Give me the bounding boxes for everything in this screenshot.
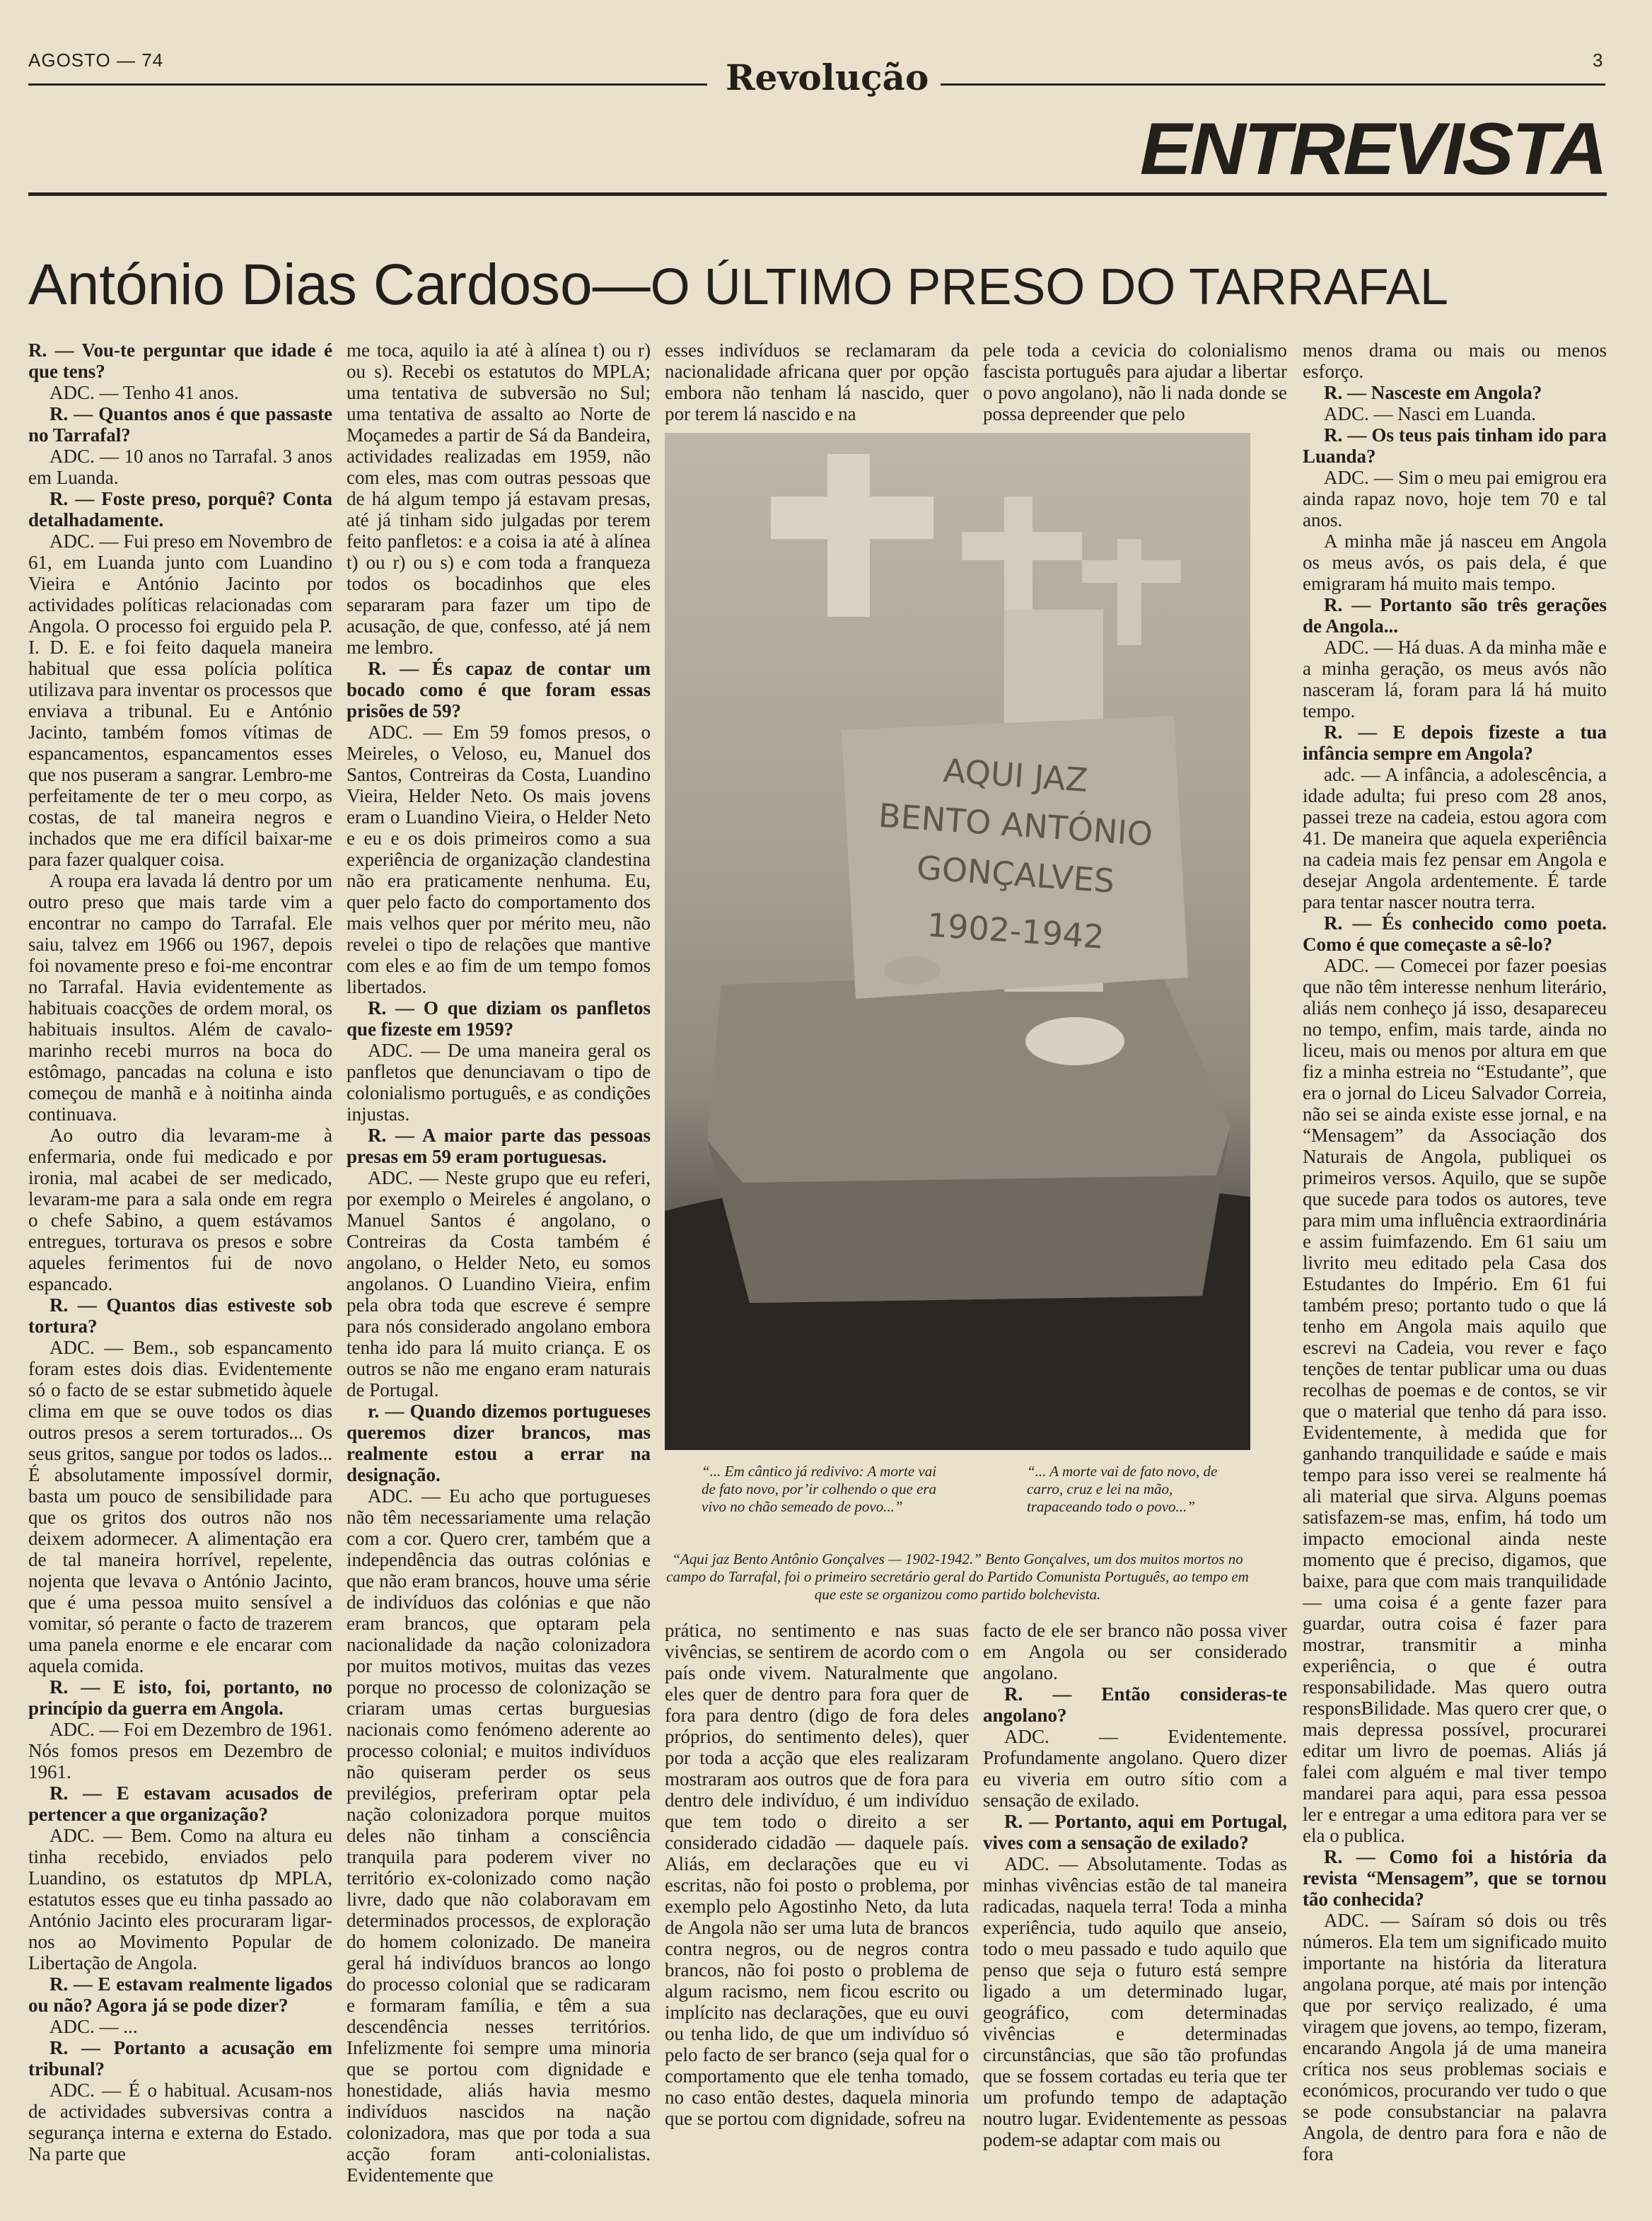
headline-dash: — [592, 253, 651, 317]
headline-subtitle: O ÚLTIMO PRESO DO TARRAFAL [650, 259, 1448, 315]
answer: ADC. — É o habitual. Acusam-nos de actividades subversivas contra a segurança interna e externa do Estado. Na parte que [28, 2080, 332, 2164]
question: R. — Foste preso, porquê? Conta detalhadamente. [28, 488, 332, 530]
paragraph: esses indivíduos se reclamaram da nacionalidade africana quer por opção embora não tenham lá nascido, quer por terem lá nascido e na [665, 340, 969, 424]
column-1 [28, 340, 332, 2193]
column-4-top [983, 340, 1287, 426]
answer: ADC. — Eu acho que portugueses não têm necessariamente uma relação com a cor. Quero crer, também que a independência das outras colónias e que não eram brancos, houve uma série de indivíduos das colónias e que não eram brancos, que optaram pela nacionalidade da nação colonizadora por muitos motivos, muitas das vezes porque no processo de colonização se criaram umas certas burguesias nacionais como fenómeno aderente ao processo colonial; e muitos indivíduos não quiseram perder os seus previlégios, preferiram optar pela nação colonizadora porque muitos deles não tinham a consciência tranquila para poderem viver no território ex-colonizado como nação livre, dado que não colaboravam em determinados processos, de exploração do homem colonizado. De maneira geral há indivíduos brancos ao longo do processo colonial que se radicaram e formaram família, e têm a sua descendência nesses territórios. Infelizmente foi sempre uma minoria que se portou com dignidade e honestidade, aliás havia mesmo indivíduos nascidos na nação colonizadora, mas que por toda a sua acção foram anti-colonialistas. Evidentemente que [347, 1485, 651, 2186]
paragraph: Ao outro dia levaram-me à enfermaria, onde fui medicado e por ironia, mal acabei de ser medicado, levaram-me para a sala onde em regra o chefe Sabino, a quem estávamos entregues, torturava os presos e sobre aqueles ferimentos fui de novo espancado. [28, 1125, 332, 1294]
photo-caption: “Aqui jaz Bento Antônio Gonçalves — 1902-1942.” Bento Gonçalves, um dos muitos mortos no campo do Tarrafal, foi o primeiro secretário geral do Partido Comunista Português, ao tempo em que este se organizou como partido bolchevista. [666, 1550, 1249, 1603]
answer: ADC. — Absolutamente. Todas as minhas vivências estão de tal maneira radicadas, naquela terra! Toda a minha experiência, tudo aquilo que anseio, todo o meu passado e tudo aquilo que penso que seja o futuro está sempre ligado a um determinado lugar, geográfico, com determinadas vivências e determinadas circunstâncias, que são tão profundas que se fossem cortadas eu teria que ter um profundo tempo de adaptação noutro lugar. Evidentemente as pessoas podem-se adaptar com mais ou [983, 1853, 1287, 2150]
question: R. — Então consideras-te angolano? [983, 1683, 1287, 1726]
question: R. — A maior parte das pessoas presas em 59 eram portuguesas. [347, 1125, 651, 1167]
answer: ADC. — Neste grupo que eu referi, por exemplo o Meireles é angolano, o Manuel Santos é angolano, o Contreiras da Costa também é angolano, o Helder Neto, eu somos angolanos. O Luandino Vieira, enfim pela obra toda que escreve é sempre para nós considerado angolano embora tenha ido para lá muito criança. E os outros se não me engano eram naturais de Portugal. [347, 1167, 651, 1401]
headline [28, 252, 1448, 318]
paragraph: A roupa era lavada lá dentro por um outro preso que mais tarde vim a encontrar no campo do Tarrafal. Ele saiu, talvez em 1966 ou 1967, depois foi novamente preso e foi-me encontrar no Tarrafal. Havia evidentemente as habituais coacções de ordem moral, os habituais insultos. Além de cavalo-marinho recebi murros na boca do estômago, pancadas na coluna e isto começou de manhã e à noitinha ainda continuava. [28, 870, 332, 1125]
column-2 [347, 340, 651, 2193]
answer: ADC. — Foi em Dezembro de 1961. Nós fomos presos em Dezembro de 1961. [28, 1719, 332, 1782]
question: R. — Vou-te perguntar que idade é que tens? [28, 340, 332, 382]
question: R. — Portanto são três gerações de Angola... [1303, 594, 1607, 637]
plaque-line-4: 1902-1942 [926, 905, 1106, 956]
section-rule [28, 192, 1607, 196]
issue-date: AGOSTO — 74 [28, 50, 164, 71]
answer: ADC. — ... [50, 2016, 138, 2037]
section-title: ENTREVISTA [1139, 108, 1605, 190]
question: R. — E estavam realmente ligados ou não? Agora já se pode dizer? [28, 1973, 332, 2016]
question: R. — Quantos anos é que passaste no Tarrafal? [28, 403, 332, 446]
paragraph: menos drama ou mais ou menos esforço. [1303, 340, 1607, 382]
answer: ADC. — Fui preso em Novembro de 61, em Luanda junto com Luandino Vieira e António Jacinto por actividades políticas relacionadas com Angola. O processo foi erguido pela P. I. D. E. e foi feito daquela maneira habitual que essa polícia política utilizava para inventar os processos que enviava a tribunal. Eu e António Jacinto, também fomos vítimas de espancamentos, espancamentos esses que nos puseram a sangrar. Lembro-me perfeitamente de ter o meu corpo, as costas, de tal maneira negros e inchados que me era difícil baixar-me para fazer qualquer coisa. [28, 530, 332, 870]
answer: ADC. — Nasci em Luanda. [1324, 403, 1536, 424]
answer: ADC. — Saíram só dois ou três números. Ela tem um significado muito importante na história da literatura angolana porque, até mais por intenção que por serviço realizado, é uma viragem que jovens, ao tempo, fizeram, encarando Angola já de uma maneira crítica nos seus problemas sociais e económicos, procurando ver tudo o que se pode consubstanciar na palavra Angola, de dentro para fora e não de fora [1303, 1910, 1607, 2164]
answer: ADC. — Sim o meu pai emigrou era ainda rapaz novo, hoje tem 70 e tal anos. [1303, 467, 1607, 530]
page-number: 3 [1593, 50, 1604, 71]
paragraph: me toca, aquilo ia até à alínea t) ou r) ou s). Recebi os estatutos do MPLA; uma tentativa de subversão no Sul; uma tentativa de assalto ao Norte de Moçamedes a partir de Sá da Bandeira, actividades realizadas em 1959, não com eles, mas com outras pessoas que de há algum tempo já estavam presas, até já tinham sido julgadas por terem feito panfletos: e a coisa ia até à alínea t) ou r) ou s) e com toda a franqueza todos os bocadinhos que eles separaram para fazer um tipo de acusação, de que, confesso, até já nem me lembro. [347, 340, 651, 658]
question: R. — E estavam acusados de pertencer a que organização? [28, 1782, 332, 1825]
masthead: Revolução [726, 57, 929, 98]
paragraph: prática, no sentimento e nas suas vivências, se sentirem de acordo com o país onde vivem. Naturalmente que eles quer de dentro para fora quer de fora para dentro (digo de fora deles próprios, do sentimento deles), quer por toda a acção que eles realizaram mostraram aos outros que de fora para dentro dele indivíduo, é um indivíduo que tem todo o direito a ser considerado cidadão — daquele país. Aliás, em declarações que eu vi escritas, não foi posto o problema, por exemplo pelo Agostinho Neto, da luta de Angola não ser uma luta de brancos contra negros, ou de negros contra brancos, não foi posto o problema de algum racismo, nem ficou escrito ou implícito nas declarações, que eu ouvi ou tenha lido, de que um indivíduo só pelo facto de ser branco (seja qual for o comportamento que ele tenha tomado, no caso então destes, daquela minoria que se portou com dignidade, sofreu na [665, 1620, 969, 2129]
question: R. — Quantos dias estiveste sob tortura? [28, 1294, 332, 1337]
plaque-line-3: GONÇALVES [915, 848, 1116, 900]
grave-illustration [665, 433, 1250, 1450]
column-5 [1303, 340, 1607, 2193]
answer: ADC. — Há duas. A da minha mãe e a minha geração, os meus avós não nasceram lá, foram para lá há muito tempo. [1303, 637, 1607, 721]
column-4-bottom [983, 1620, 1287, 2193]
plaque-line-2: BENTO ANTÓNIO [877, 796, 1154, 854]
column-3-bottom [665, 1620, 969, 2193]
question: R. — Nasceste em Angola? [1324, 382, 1542, 403]
paragraph: facto de ele ser branco não possa viver em Angola ou ser considerado angolano. [983, 1620, 1287, 1683]
question: R. — És capaz de contar um bocado como é que foram essas prisões de 59? [347, 658, 651, 721]
answer: ADC. — Evidentemente. Profundamente angolano. Quero dizer eu viveria em outro sítio com a sensação de exilado. [983, 1726, 1287, 1811]
poem-left: “... Em cântico já redivivo: A morte vai de fato novo, por’ir colhendo o que era vivo no chão semeado de povo...” [702, 1463, 937, 1515]
answer: ADC. — 10 anos no Tarrafal. 3 anos em Luanda. [28, 446, 332, 488]
paragraph: A minha mãe já nasceu em Angola os meus avós, os pais dela, é que emigraram há muito mais tempo. [1303, 530, 1607, 594]
answer: ADC. — De uma maneira geral os panfletos que denunciavam o tipo de colonialismo português, e as condições injustas. [347, 1040, 651, 1125]
question: R. — Portanto a acusação em tribunal? [28, 2037, 332, 2080]
header-rule-left [28, 83, 707, 86]
answer: adc. — A infância, a adolescência, a idade adulta; fui preso com 28 anos, passei treze na cadeia, estou agora com 41. De maneira que aquela experiência na cadeia mais fez pensar em Angola e desejar Angola ardentemente. É tarde para tentar nascer noutra terra. [1303, 764, 1607, 912]
header-rule-right [941, 83, 1605, 86]
question: R. — Os teus pais tinham ido para Luanda? [1303, 424, 1607, 467]
answer: ADC. — Bem. Como na altura eu tinha recebido, enviados pelo Luandino, os estatutos dp MPLA, estatutos esses que eu tinha passado ao António Jacinto eles procuraram ligar-nos ao Movimento Popular de Libertação de Angola. [28, 1825, 332, 1973]
question: R. — Como foi a história da revista “Mensagem”, que se tornou tão conhecida? [1303, 1846, 1607, 1910]
column-3-top [665, 340, 969, 426]
answer: ADC. — Bem., sob espancamento foram estes dois dias. Evidentemente só o facto de se estar submetido àquele clima em que se ouve todos os dias outros presos a serem torturados... Os seus gritos, sangue por todos os lados... É absolutamente impossível dormir, basta um pouco de sensibilidade para que os gritos dos outros não nos deixem adormecer. A alimentação era de tal maneira horrível, repelente, nojenta que levava o António Jacinto, que é uma pessoa muito sensível a vomitar, só perante o facto de trazerem uma panela enorme e ele encarar com aquela comida. [28, 1337, 332, 1676]
poem-right: “... A morte vai de fato novo, de carro, cruz e lei na mão, trapaceando todo o povo...” [1027, 1463, 1218, 1515]
question: R. — E depois fizeste a tua infância sempre em Angola? [1303, 721, 1607, 764]
question: R. — O que diziam os panfletos que fizeste em 1959? [347, 997, 651, 1040]
question: r. — Quando dizemos portugueses queremos dizer brancos, mas realmente estou a errar na designação. [347, 1401, 651, 1485]
answer: ADC. — Em 59 fomos presos, o Meireles, o Veloso, eu, Manuel dos Santos, Contreiras da Costa, Luandino Vieira, Helder Neto. Os mais jovens eram o Luandino Vieira, o Helder Neto e eu e os dois primeiros como a sua experiência de organização clandestina não era praticamente nenhuma. Eu, quer pelo facto do comportamento dos mais velhos quer por mérito meu, não revelei o tipo de relações que mantive com eles e ao fim de um tempo fomos libertados. [347, 721, 651, 997]
question: R. — E isto, foi, portanto, no princípio da guerra em Angola. [28, 1676, 332, 1719]
answer: ADC. — Comecei por fazer poesias que não têm interesse nenhum literário, aliás nem conheço já isso, desapareceu no tempo, enfim, mais tarde, ainda no liceu, mais ou menos por altura em que fiz a minha estreia no “Estudante”, que era o jornal do Liceu Salvador Correia, não sei se ainda existe esse jornal, e na “Mensagem” da Associação dos Naturais de Angola, publiquei os primeiros versos. Aquilo, que se supõe que sucede para todos os autores, teve para mim uma influência extraordinária e assim fuimfazendo. Em 61 saiu um livrito meu editado pela Casa dos Estudantes do Império. Em 61 fui também preso; portanto tudo o que lá tenho em Angola mais aquilo que escrevi na Cadeia, vou rever e faço tenções de tentar publicar uma ou duas recolhas de poemas e de contos, se vir que o material que tenho dá para isso. Evidentemente, à medida que for ganhando tranquilidade e saúde e mais tempo para isso verei se realmente há ali material que sirva. Alguns poemas satisfazem-se mas, enfim, há todo um impacto emocional ainda neste momento que é preciso, digamos, que baixe, para que com mais tranquilidade — uma coisa é a gente fazer para guardar, outra coisa é fazer para mostrar, transmitir a minha experiência, o que é outra responsabilidade. Mas quero outra responsBilidade. Mas quero crer que, o mais depressa possível, procurarei editar um livro de poemas. Aliás já falei com alguém e mal tiver tempo mandarei para aqui, para essa pessoa ler e entregar a uma editora para ver se ela o publica. [1303, 955, 1607, 1846]
grave-photo [665, 433, 1250, 1450]
paragraph: pele toda a cevicia do colonialismo fascista português para ajudar a libertar o povo angolano), não li nada donde se possa depreender que pelo [983, 340, 1287, 424]
plaque-line-1: AQUI JAZ [942, 750, 1089, 800]
question: R. — Portanto, aqui em Portugal, vives com a sensação de exilado? [983, 1811, 1287, 1853]
answer: ADC. — Tenho 41 anos. [50, 382, 239, 403]
question: R. — És conhecido como poeta. Como é que começaste a sê-lo? [1303, 912, 1607, 955]
headline-name: António Dias Cardoso [28, 253, 593, 317]
